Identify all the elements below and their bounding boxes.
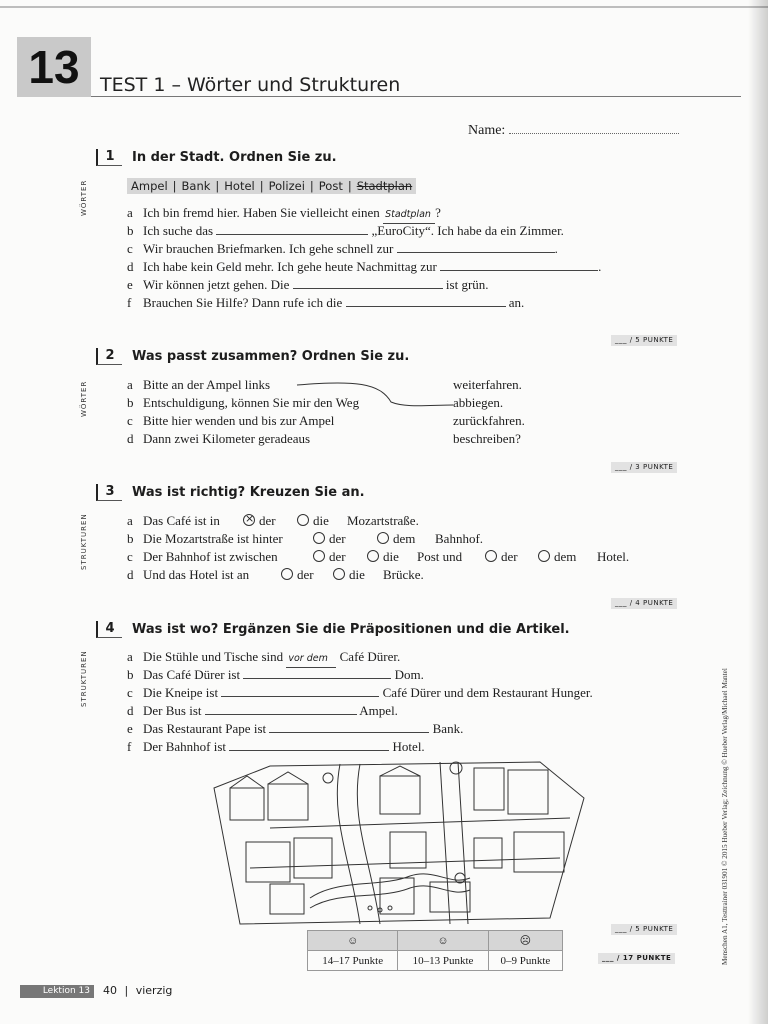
word-box: Ampel | Bank | Hotel | Polizei | Post | Stadtplan	[127, 178, 416, 194]
answer-blank[interactable]	[269, 721, 429, 733]
option-label: dem	[554, 549, 577, 564]
word-post: Post	[318, 179, 343, 193]
side-label-strukturen: STRUKTUREN	[80, 513, 88, 570]
item-letter: a	[127, 649, 133, 664]
item-text: Das Café ist in	[143, 513, 220, 528]
radio-option-checked[interactable]	[243, 514, 255, 526]
option-label: die	[383, 549, 399, 564]
page-number: 40	[103, 984, 117, 997]
score-field[interactable]: ___ / 3 PUNKTE	[611, 462, 677, 473]
option-label: der	[329, 531, 346, 546]
item-text-end: an.	[508, 295, 525, 310]
radio-option[interactable]	[377, 532, 389, 544]
answer-blank[interactable]	[221, 685, 379, 697]
page-footer	[103, 984, 172, 997]
item-text-end: Ampel.	[359, 703, 398, 718]
page-number-word: vierzig	[135, 984, 173, 997]
answer-blank[interactable]	[216, 223, 368, 235]
answer-blank[interactable]	[205, 703, 357, 715]
item-text: Bitte hier wenden und bis zur Ampel	[143, 413, 335, 428]
item-text-end: ?	[435, 205, 441, 220]
section-number: 2	[96, 348, 122, 365]
item-text: Dann zwei Kilometer geradeaus	[143, 431, 311, 446]
item-text: Ich habe kein Geld mehr. Ich gehe heute Nachmittag zur	[143, 259, 437, 274]
match-right-item[interactable]: weiterfahren.	[453, 377, 522, 392]
item-letter: c	[127, 549, 133, 564]
exercise-item	[127, 667, 424, 683]
radio-option[interactable]	[485, 550, 497, 562]
section-number: 1	[96, 149, 122, 166]
item-letter: c	[127, 413, 133, 428]
score-field[interactable]: ___ / 5 PUNKTE	[611, 924, 677, 935]
item-text: Entschuldigung, können Sie mir den Weg	[143, 395, 360, 410]
side-label-woerter: WÖRTER	[80, 179, 88, 216]
option-label: der	[259, 513, 276, 528]
total-score-field[interactable]: ___ / 17 PUNKTE	[598, 953, 675, 964]
footer-separator: |	[124, 984, 129, 997]
item-letter: f	[127, 295, 132, 310]
name-label: Name:	[468, 123, 506, 138]
answer-blank[interactable]	[440, 259, 598, 271]
exercise-item	[127, 205, 441, 224]
option-label: die	[313, 513, 329, 528]
match-left-item	[127, 413, 334, 429]
match-right-item[interactable]: beschreiben?	[453, 431, 521, 446]
item-text: Ich suche das	[143, 223, 214, 238]
item-text: Und das Hotel ist an	[143, 567, 250, 582]
item-text: Der Bahnhof ist zwischen	[143, 549, 278, 564]
section-number: 3	[96, 484, 122, 501]
item-letter: d	[127, 703, 134, 718]
section-number: 4	[96, 621, 122, 638]
exercise-item	[127, 549, 630, 565]
item-text-end: „EuroCity“. Ich habe da ein Zimmer.	[371, 223, 564, 238]
top-rule	[0, 6, 768, 8]
item-text-end: Mozartstraße.	[347, 513, 419, 528]
chapter-number: 13	[17, 37, 91, 97]
answer-blank[interactable]	[346, 295, 506, 307]
item-letter: c	[127, 685, 133, 700]
item-text-mid: Post und	[417, 549, 463, 564]
word-bank: Bank	[181, 179, 211, 193]
evaluation-table	[307, 930, 563, 971]
item-text-end: Hotel.	[597, 549, 630, 564]
exercise-item	[127, 513, 419, 529]
item-text-end: Bahnhof.	[435, 531, 484, 546]
radio-option[interactable]	[313, 532, 325, 544]
handwritten-answer[interactable]: vor dem	[286, 651, 336, 668]
word-stadtplan: Stadtplan	[356, 179, 413, 193]
item-letter: c	[127, 241, 133, 256]
name-row	[468, 121, 679, 139]
word-ampel: Ampel	[131, 179, 168, 193]
section-title: Was passt zusammen? Ordnen Sie zu.	[132, 349, 410, 364]
item-text-end: Café Dürer und dem Restaurant Hunger.	[382, 685, 593, 700]
town-illustration	[210, 758, 588, 926]
exercise-item	[127, 223, 564, 239]
item-letter: e	[127, 277, 133, 292]
item-text: Die Mozartstraße ist hinter	[143, 531, 283, 546]
section-title: Was ist richtig? Kreuzen Sie an.	[132, 485, 365, 500]
name-input-line[interactable]	[509, 121, 679, 134]
exercise-item	[127, 739, 425, 755]
happy-face-icon: ☺	[308, 931, 398, 951]
section-4-heading	[96, 621, 570, 638]
item-text: Das Restaurant Pape ist	[143, 721, 267, 736]
item-letter: d	[127, 259, 134, 274]
answer-blank[interactable]	[229, 739, 389, 751]
item-letter: a	[127, 377, 133, 392]
radio-option[interactable]	[313, 550, 325, 562]
item-letter: b	[127, 531, 134, 546]
item-letter: a	[127, 205, 133, 220]
item-text: Ich bin fremd hier. Haben Sie vielleicht einen	[143, 205, 380, 220]
item-text-end: Café Dürer.	[339, 649, 401, 664]
option-label: der	[329, 549, 346, 564]
match-right-item[interactable]: zurückfahren.	[453, 413, 525, 428]
answer-blank[interactable]	[243, 667, 391, 679]
item-letter: a	[127, 513, 133, 528]
item-letter: d	[127, 567, 134, 582]
item-text-end: Bank.	[432, 721, 464, 736]
header-rule	[91, 96, 741, 97]
radio-option[interactable]	[297, 514, 309, 526]
neutral-face-icon: ☺	[398, 931, 488, 951]
section-1-heading	[96, 149, 337, 166]
range-low: 0–9 Punkte	[488, 951, 562, 971]
match-left-item	[127, 377, 270, 393]
item-letter: b	[127, 395, 134, 410]
item-text: Die Stühle und Tische sind	[143, 649, 284, 664]
item-letter: b	[127, 667, 134, 682]
exercise-item	[127, 531, 484, 547]
section-title: In der Stadt. Ordnen Sie zu.	[132, 150, 337, 165]
section-title: Was ist wo? Ergänzen Sie die Präpositionen und die Artikel.	[132, 622, 570, 637]
section-2-heading	[96, 348, 409, 365]
item-letter: e	[127, 721, 133, 736]
score-field[interactable]: ___ / 4 PUNKTE	[611, 598, 677, 609]
item-text: Brauchen Sie Hilfe? Dann rufe ich die	[143, 295, 343, 310]
handwritten-answer[interactable]: Stadtplan	[383, 207, 435, 224]
item-text-end: .	[598, 259, 602, 274]
sad-face-icon: ☹	[488, 931, 562, 951]
range-high: 14–17 Punkte	[308, 951, 398, 971]
copyright-credit: Menschen A1, Testtrainer 031901 © 2015 Hueber Verlag; Zeichnung © Hueber Verlag/Michael Mantel	[721, 668, 729, 965]
exercise-item	[127, 649, 400, 668]
option-label: die	[349, 567, 365, 582]
item-text-end: .	[554, 241, 558, 256]
item-text: Das Café Dürer ist	[143, 667, 241, 682]
match-right-item[interactable]: abbiegen.	[453, 395, 504, 410]
answer-blank[interactable]	[397, 241, 555, 253]
item-text-end: Hotel.	[392, 739, 425, 754]
exercise-item	[127, 277, 489, 293]
item-text: Der Bahnhof ist	[143, 739, 227, 754]
exercise-item	[127, 721, 463, 737]
exercise-item	[127, 567, 424, 583]
match-connector-line	[295, 380, 455, 410]
item-text: Der Bus ist	[143, 703, 202, 718]
option-label: dem	[393, 531, 416, 546]
item-letter: d	[127, 431, 134, 446]
item-text-end: ist grün.	[445, 277, 489, 292]
option-label: der	[297, 567, 314, 582]
scan-edge-shadow	[748, 0, 768, 1024]
radio-option[interactable]	[281, 568, 293, 580]
item-text-end: Brücke.	[383, 567, 424, 582]
radio-option[interactable]	[538, 550, 550, 562]
lesson-tag: Lektion 13	[20, 985, 94, 998]
answer-blank[interactable]	[293, 277, 443, 289]
radio-option[interactable]	[333, 568, 345, 580]
word-hotel: Hotel	[224, 179, 255, 193]
item-text-end: Dom.	[394, 667, 424, 682]
match-left-item	[127, 431, 310, 447]
option-label: der	[501, 549, 518, 564]
item-letter: f	[127, 739, 132, 754]
page-title: TEST 1 – Wörter und Strukturen	[100, 74, 401, 96]
exercise-item	[127, 259, 601, 275]
exercise-item	[127, 295, 524, 311]
item-letter: b	[127, 223, 134, 238]
exercise-item	[127, 241, 558, 257]
item-text: Die Kneipe ist	[143, 685, 219, 700]
item-text: Wir brauchen Briefmarken. Ich gehe schnell zur	[143, 241, 394, 256]
side-label-strukturen: STRUKTUREN	[80, 650, 88, 707]
exercise-item	[127, 703, 398, 719]
item-text: Bitte an der Ampel links	[143, 377, 271, 392]
exercise-item	[127, 685, 593, 701]
word-polizei: Polizei	[268, 179, 305, 193]
score-field[interactable]: ___ / 5 PUNKTE	[611, 335, 677, 346]
section-3-heading	[96, 484, 365, 501]
range-mid: 10–13 Punkte	[398, 951, 488, 971]
item-text: Wir können jetzt gehen. Die	[143, 277, 290, 292]
side-label-woerter: WÖRTER	[80, 380, 88, 417]
radio-option[interactable]	[367, 550, 379, 562]
